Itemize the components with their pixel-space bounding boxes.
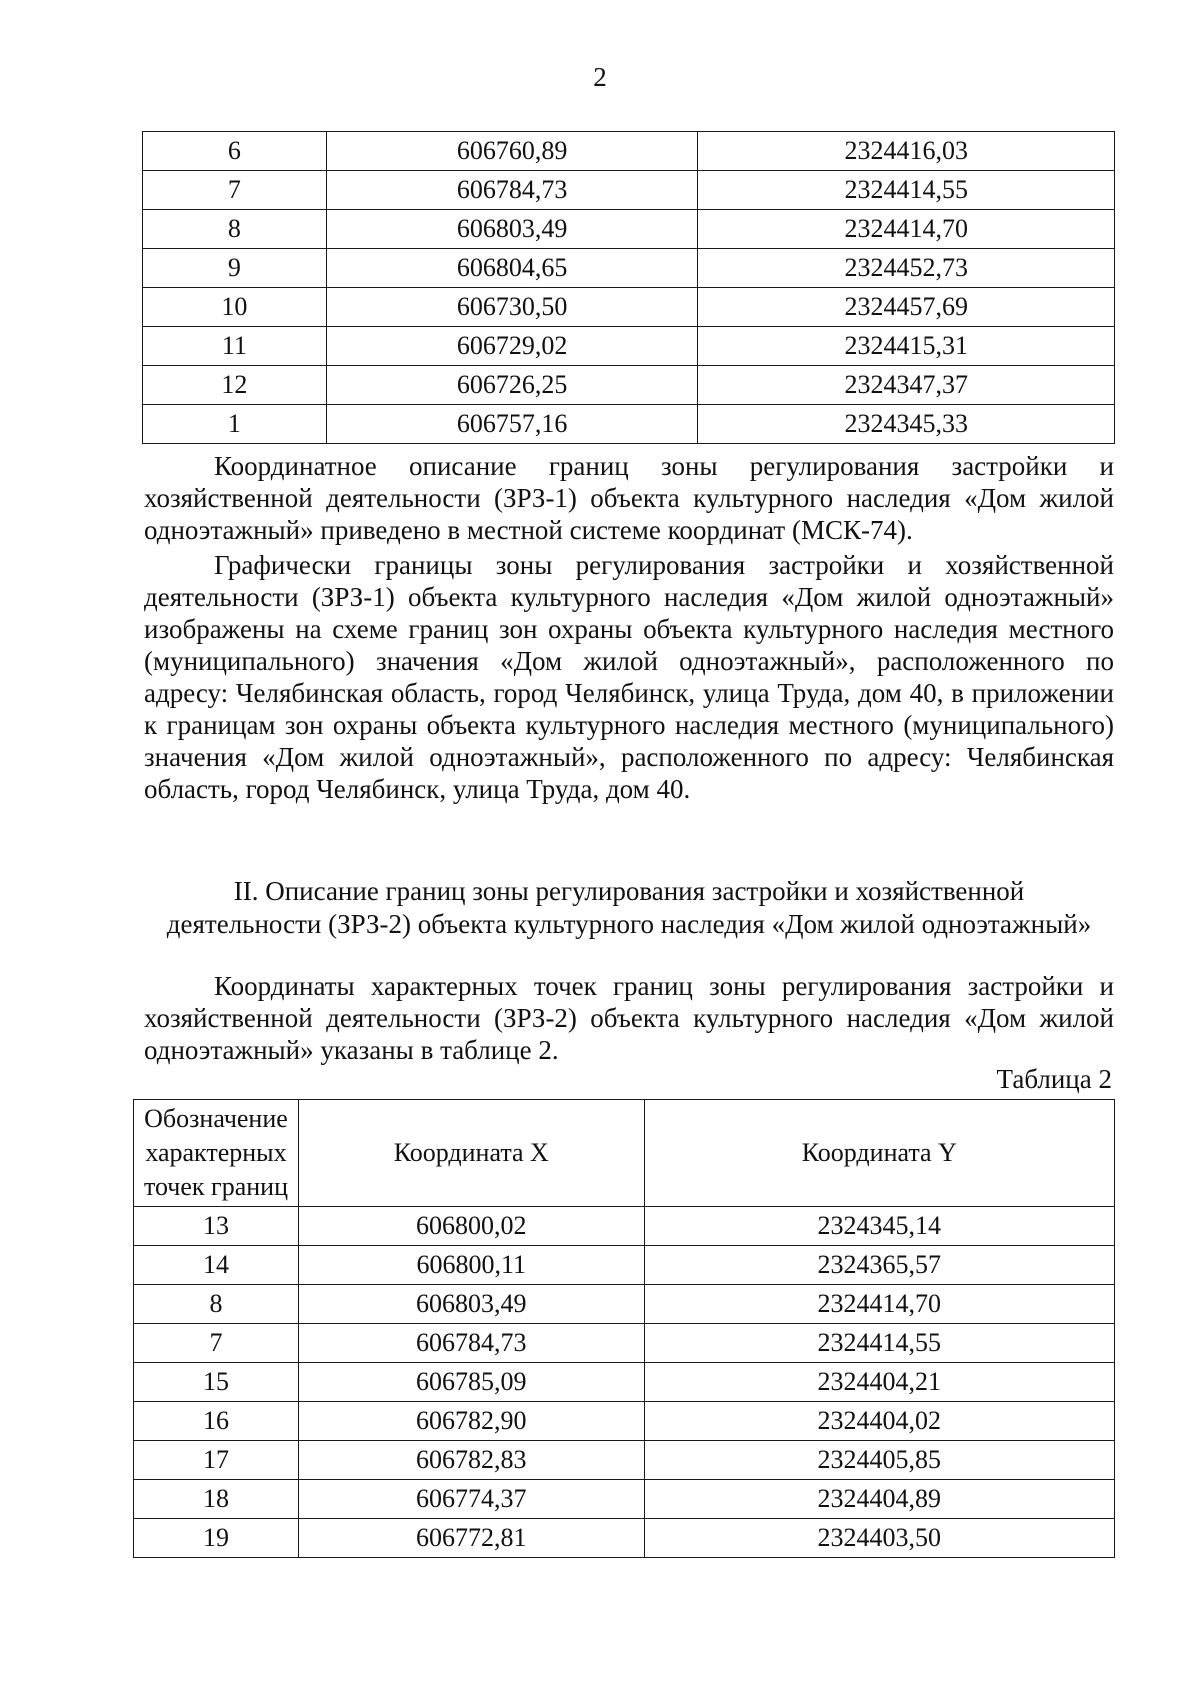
y-coordinate-cell: 2324347,37 — [698, 366, 1115, 405]
page-number: 2 — [593, 62, 607, 92]
point-cell: 14 — [134, 1246, 299, 1285]
point-cell: 8 — [143, 210, 327, 249]
point-cell: 8 — [134, 1285, 299, 1324]
y-coordinate-cell: 2324404,02 — [644, 1402, 1114, 1441]
point-cell: 6 — [143, 132, 327, 171]
y-coordinate-cell: 2324414,70 — [698, 210, 1115, 249]
table-row — [134, 1363, 1115, 1402]
point-header-line: характерных — [145, 1138, 287, 1167]
table2-intro-paragraph: Координаты характерных точек границ зоны регулирования застройки и хозяйственной деятельности (ЗРЗ-2) объекта культурного наследия «Дом жилой одноэтажный» указаны в таблице 2. — [144, 971, 1114, 1065]
table-caption: Таблица 2 — [996, 1064, 1112, 1094]
point-cell: 7 — [134, 1324, 299, 1363]
x-coordinate-cell: 606782,83 — [298, 1441, 644, 1480]
table-row — [134, 1402, 1115, 1441]
table-row — [134, 1519, 1115, 1558]
y-coordinate-cell: 2324416,03 — [698, 132, 1115, 171]
y-coordinate-cell: 2324345,33 — [698, 405, 1115, 444]
table-row — [143, 132, 1115, 171]
point-cell: 19 — [134, 1519, 299, 1558]
y-coordinate-cell: 2324404,21 — [644, 1363, 1114, 1402]
point-cell: 17 — [134, 1441, 299, 1480]
point-cell: 12 — [143, 366, 327, 405]
x-coordinate-cell: 606772,81 — [298, 1519, 644, 1558]
coordinates-table-2 — [133, 1099, 1115, 1558]
point-header — [134, 1100, 299, 1207]
x-coordinate-cell: 606782,90 — [298, 1402, 644, 1441]
y-coordinate-cell: 2324403,50 — [644, 1519, 1114, 1558]
table-row — [143, 327, 1115, 366]
y-coordinate-cell: 2324414,55 — [698, 171, 1115, 210]
table-row — [143, 210, 1115, 249]
point-cell: 1 — [143, 405, 327, 444]
graphic-boundaries-paragraph: Графически границы зоны регулирования застройки и хозяйственной деятельности (ЗРЗ-1) объекта культурного наследия «Дом жилой одноэтажный» изображены на схеме границ зон охраны объекта культурного наследия местного (муниципального) значения «Дом жилой одноэтажный», расположенного по адресу: Челябинская область, город Челябинск, улица Труда, дом 40, в приложении к границам зон охраны объекта культурного наследия местного (муниципального) значения «Дом жилой одноэтажный», расположенного по адресу: Челябинская область, город Челябинск, улица Труда, дом 40. — [144, 550, 1114, 804]
table-row — [143, 171, 1115, 210]
table-row — [134, 1441, 1115, 1480]
point-cell: 13 — [134, 1207, 299, 1246]
y-coordinate-cell: 2324414,70 — [644, 1285, 1114, 1324]
table-row — [143, 288, 1115, 327]
x-coordinate-cell: 606757,16 — [326, 405, 698, 444]
y-coordinate-cell: 2324404,89 — [644, 1480, 1114, 1519]
x-coordinate-cell: 606804,65 — [326, 249, 698, 288]
table-row — [143, 405, 1115, 444]
point-header-line: точек границ — [143, 1172, 288, 1201]
table-row — [134, 1207, 1115, 1246]
x-coordinate-cell: 606774,37 — [298, 1480, 644, 1519]
point-cell: 7 — [143, 171, 327, 210]
x-coordinate-cell: 606730,50 — [326, 288, 698, 327]
x-coordinate-cell: 606785,09 — [298, 1363, 644, 1402]
x-coordinate-cell: 606800,02 — [298, 1207, 644, 1246]
y-coordinate-header: Координата Y — [644, 1100, 1114, 1207]
y-coordinate-cell: 2324452,73 — [698, 249, 1115, 288]
table-row — [143, 249, 1115, 288]
table-row — [134, 1324, 1115, 1363]
y-coordinate-cell: 2324415,31 — [698, 327, 1115, 366]
x-coordinate-header: Координата X — [298, 1100, 644, 1207]
table-row — [134, 1480, 1115, 1519]
point-cell: 16 — [134, 1402, 299, 1441]
section-heading-line: II. Описание границ зоны регулирования застройки и хозяйственной — [233, 876, 1025, 906]
x-coordinate-cell: 606803,49 — [298, 1285, 644, 1324]
y-coordinate-cell: 2324414,55 — [644, 1324, 1114, 1363]
point-cell: 10 — [143, 288, 327, 327]
point-cell: 15 — [134, 1363, 299, 1402]
table-row — [143, 366, 1115, 405]
table-row — [134, 1246, 1115, 1285]
x-coordinate-cell: 606760,89 — [326, 132, 698, 171]
section-heading-line: деятельности (ЗРЗ-2) объекта культурного наследия «Дом жилой одноэтажный» — [166, 909, 1092, 939]
coordinates-table-continued — [142, 131, 1115, 444]
x-coordinate-cell: 606729,02 — [326, 327, 698, 366]
x-coordinate-cell: 606784,73 — [298, 1324, 644, 1363]
point-header-line: Обозначение — [144, 1104, 288, 1133]
table-header-row — [134, 1100, 1115, 1207]
coordinate-system-paragraph: Координатное описание границ зоны регулирования застройки и хозяйственной деятельности (ЗРЗ-1) объекта культурного наследия «Дом жилой одноэтажный» приведено в местной системе координат (МСК-74). — [144, 451, 1114, 545]
table-row — [134, 1285, 1115, 1324]
y-coordinate-cell: 2324405,85 — [644, 1441, 1114, 1480]
x-coordinate-cell: 606803,49 — [326, 210, 698, 249]
x-coordinate-cell: 606800,11 — [298, 1246, 644, 1285]
point-cell: 18 — [134, 1480, 299, 1519]
x-coordinate-cell: 606726,25 — [326, 366, 698, 405]
x-coordinate-cell: 606784,73 — [326, 171, 698, 210]
y-coordinate-cell: 2324345,14 — [644, 1207, 1114, 1246]
section-heading — [144, 875, 1114, 941]
point-cell: 11 — [143, 327, 327, 366]
y-coordinate-cell: 2324365,57 — [644, 1246, 1114, 1285]
point-cell: 9 — [143, 249, 327, 288]
y-coordinate-cell: 2324457,69 — [698, 288, 1115, 327]
